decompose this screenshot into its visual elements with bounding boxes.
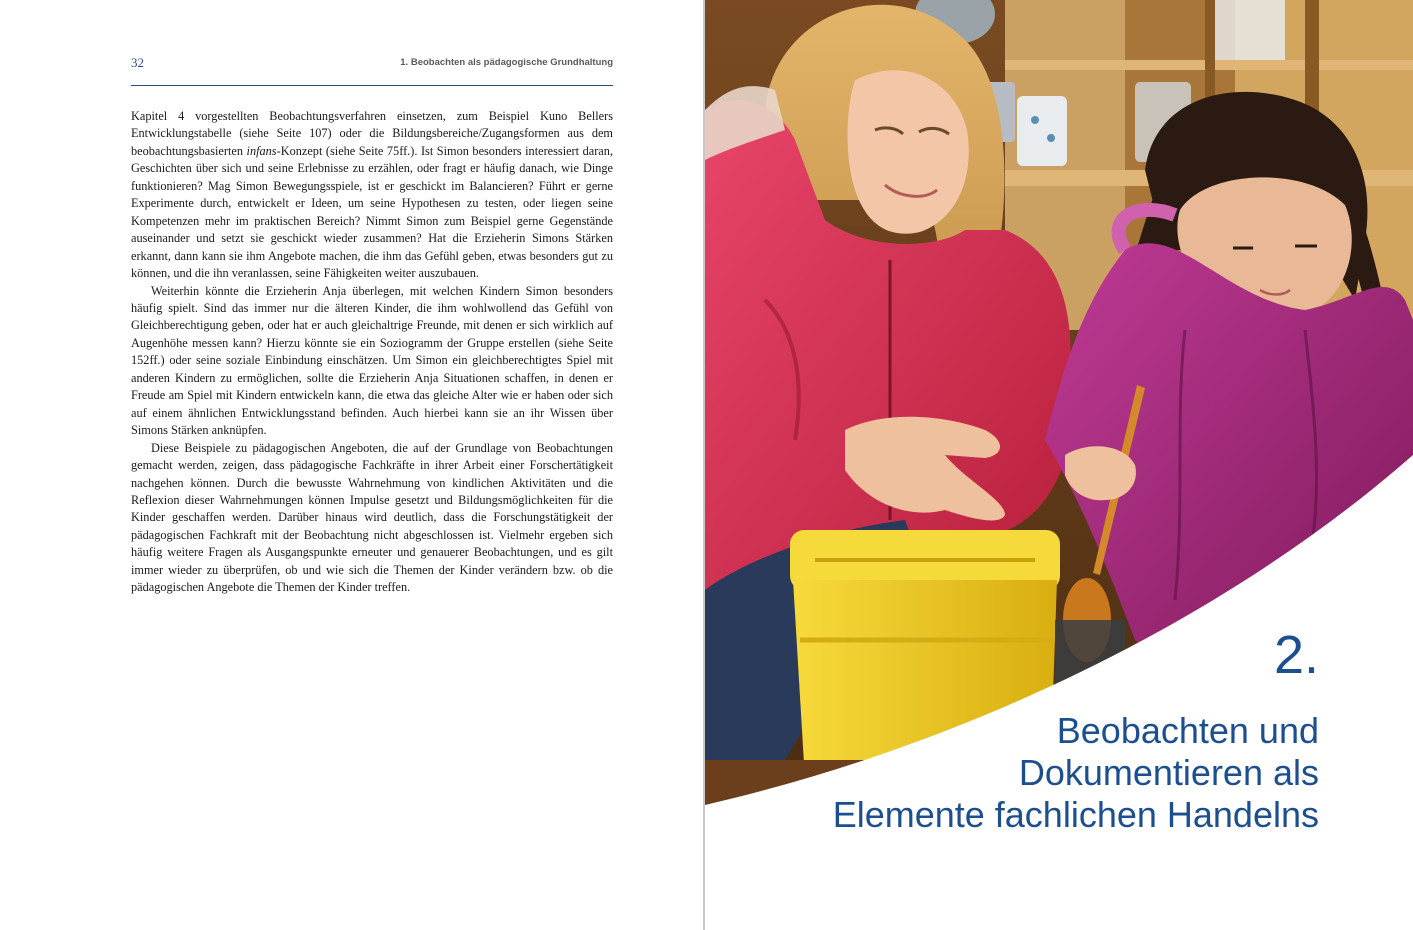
chapter-number: 2. bbox=[1273, 625, 1319, 685]
paragraph-2: Weiterhin könnte die Erzieherin Anja überlegen, mit welchen Kindern Simon besonders häufig spielt. Sind das immer nur die älteren Kinder, die ihm wohlwollend das Gefühl von Gleichberechtigung geben, oder hat er auch gleichaltrige Freunde, mit denen er sich wirklich auf Augenhöhe messen kann? Hierzu könnte sie ein Soziogramm der Gruppe erstellen (siehe Seite 152ff.) oder seine soziale Einbindung einschätzen. Um Simon ein gleichberechtigtes Spiel mit anderen Kindern zu ermöglichen, sollte die Erzieherin Anja Situationen schaffen, in denen er Freude am Spiel mit Kindern entwickeln kann, die etwa das gleiche Alter wie er haben oder sich auf einem ähnlichen Entwicklungsstand befinden. Auch hierbei kann sie an ihr Wissen über Simons Stärken anknüpfen. bbox=[131, 283, 613, 438]
chapter-title-line: Dokumentieren als bbox=[1018, 752, 1319, 793]
paragraph-3: Diese Beispiele zu pädagogischen Angeboten, die auf der Grundlage von Beobachtungen gemacht werden, zeigen, dass pädagogische Fachkräfte in ihrer Arbeit einer Forschertätigkeit nachgehen können. Durch die bewusste Wahrnehmung von kindlichen Aktivitäten und die Reflexion dieser Wahrnehmungen können Impulse gesetzt und Bildungsmöglichkeiten für die Kinder geschaffen werden. Darüber hinaus wird deutlich, dass die Forschungstätigkeit der pädagogischen Fachkraft mit der Beobachtung nicht abgeschlossen ist. Vielmehr ergeben sich häufig weitere Fragen als Ausgangspunkte erneuter und genauerer Beobachtungen, und es gilt immer wieder zu überprüfen, ob und wie sich die Themen der Kinder verändern bzw. ob die pädagogischen Angebote die Themen der Kinder treffen. bbox=[131, 440, 613, 595]
chapter-title bbox=[833, 710, 1319, 836]
cup bbox=[1017, 96, 1067, 166]
emphasis-infans: infans bbox=[246, 143, 277, 158]
left-page bbox=[0, 0, 703, 930]
header-rule bbox=[131, 85, 613, 86]
running-head: 1. Beobachten als pädagogische Grundhaltung bbox=[400, 57, 613, 68]
body-text bbox=[131, 108, 613, 597]
paragraph-1: Kapitel 4 vorgestellten Beobachtungsverfahren einsetzen, zum Beispiel Kuno Bellers Entwicklungstabelle (siehe Seite 107) oder die Bildungsbereiche/Zugangsformen aus dem beobachtungsbasierten infans-Konzept (siehe Seite 75ff.). Ist Simon besonders interessiert daran, Geschichten über sich und seine Erlebnisse zu erzählen, oder fragt er häufig danach, wie Dinge funktionieren? Mag Simon Bewegungsspiele, ist er geschickt im Balancieren? Führt er gerne Experimente durch, entwickelt er Ideen, um seine Hypothesen zu testen, oder liegen seine Kompetenzen mehr im praktischen Bereich? Nimmt Simon zum Beispiel gerne Gegenstände auseinander und setzt sie geschickt wieder zusammen? Hat die Erzieherin Simons Stärken erkannt, dann kann sie ihm Angebote machen, die ihm das Gefühl geben, etwas besonders gut zu können, und die ihn veranlassen, seine Fähigkeiten weiter auszubauen. bbox=[131, 109, 613, 281]
chapter-title-line: Beobachten und bbox=[1056, 710, 1319, 751]
chapter-title-line: Elemente fachlichen Handelns bbox=[832, 794, 1319, 835]
page-number: 32 bbox=[131, 55, 144, 70]
basket bbox=[1215, 0, 1285, 60]
right-page bbox=[705, 0, 1413, 930]
